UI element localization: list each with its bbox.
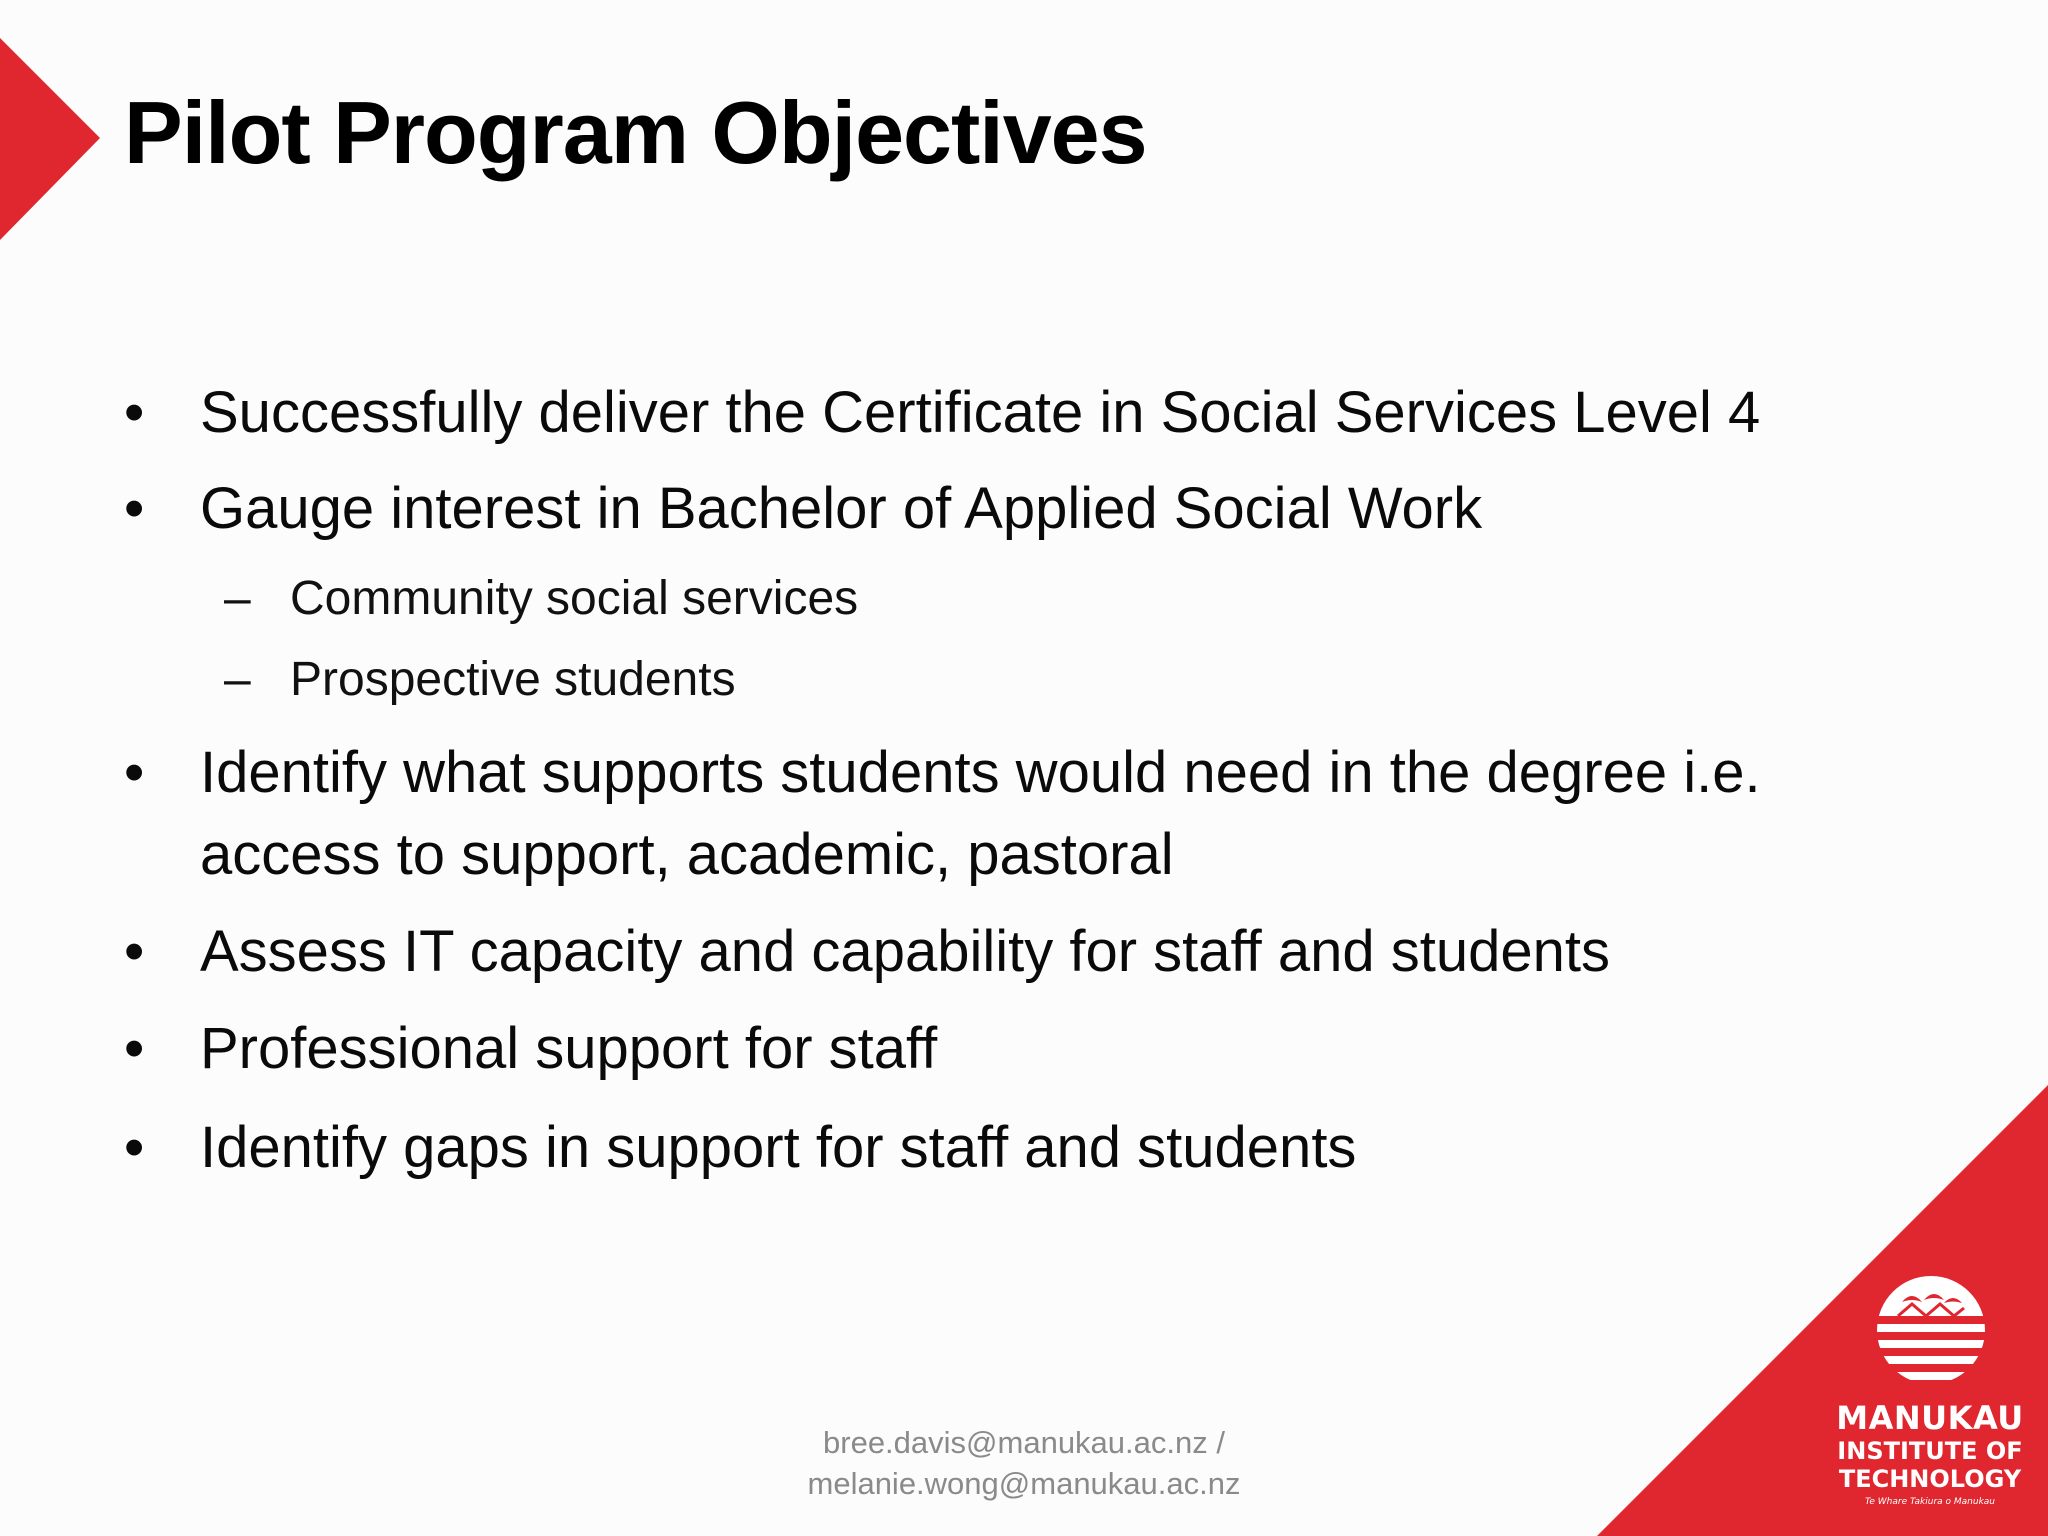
logo-name-line-1: MANUKAU — [1836, 1399, 2024, 1437]
bullet-marker: • — [124, 1115, 145, 1180]
bullet-text: Successfully deliver the Certificate in Social Services Level 4 — [200, 380, 1761, 445]
bullet-marker: • — [124, 919, 145, 984]
bullet-item — [124, 468, 1960, 550]
bullet-text: Identify gaps in support for staff and students — [200, 1115, 1357, 1180]
sub-bullet-item — [224, 564, 859, 634]
institute-logo-icon — [1836, 1272, 2026, 1392]
logo-name-line-3: TECHNOLOGY — [1838, 1465, 2022, 1493]
bullet-item — [124, 1107, 1960, 1189]
sub-bullet-text: Community social services — [290, 572, 859, 625]
logo-tagline: Te Whare Takiura o Manukau — [1864, 1497, 1996, 1507]
bullet-text: Assess IT capacity and capability for staff and students — [200, 919, 1610, 984]
sub-bullet-text: Prospective students — [290, 653, 736, 706]
bullet-text: Professional support for staff — [200, 1016, 938, 1081]
bullet-text-line-2: access to support, academic, pastoral — [200, 822, 1174, 887]
bullet-text: Gauge interest in Bachelor of Applied Social Work — [200, 476, 1483, 541]
bullet-item — [124, 911, 1960, 993]
sub-bullet-item — [224, 645, 736, 715]
footer-email-2: melanie.wong@manukau.ac.nz — [807, 1466, 1241, 1501]
bullet-text-line-1: Identify what supports students would need in the degree i.e. — [200, 740, 1761, 805]
bullet-marker: • — [124, 380, 145, 445]
bullet-marker: • — [124, 1016, 145, 1081]
logo-name-line-2: INSTITUTE OF — [1837, 1437, 2023, 1465]
bullet-item — [124, 372, 1960, 454]
bullet-item — [124, 732, 1960, 896]
slide-title: Pilot Program Objectives — [124, 83, 1147, 182]
bullet-item — [124, 1008, 1960, 1090]
bullet-marker: • — [124, 740, 145, 805]
footer-contact — [0, 1422, 2048, 1504]
sub-bullet-marker: – — [224, 653, 251, 706]
footer-email-1: bree.davis@manukau.ac.nz / — [823, 1425, 1225, 1460]
bullet-marker: • — [124, 476, 145, 541]
sub-bullet-marker: – — [224, 572, 251, 625]
